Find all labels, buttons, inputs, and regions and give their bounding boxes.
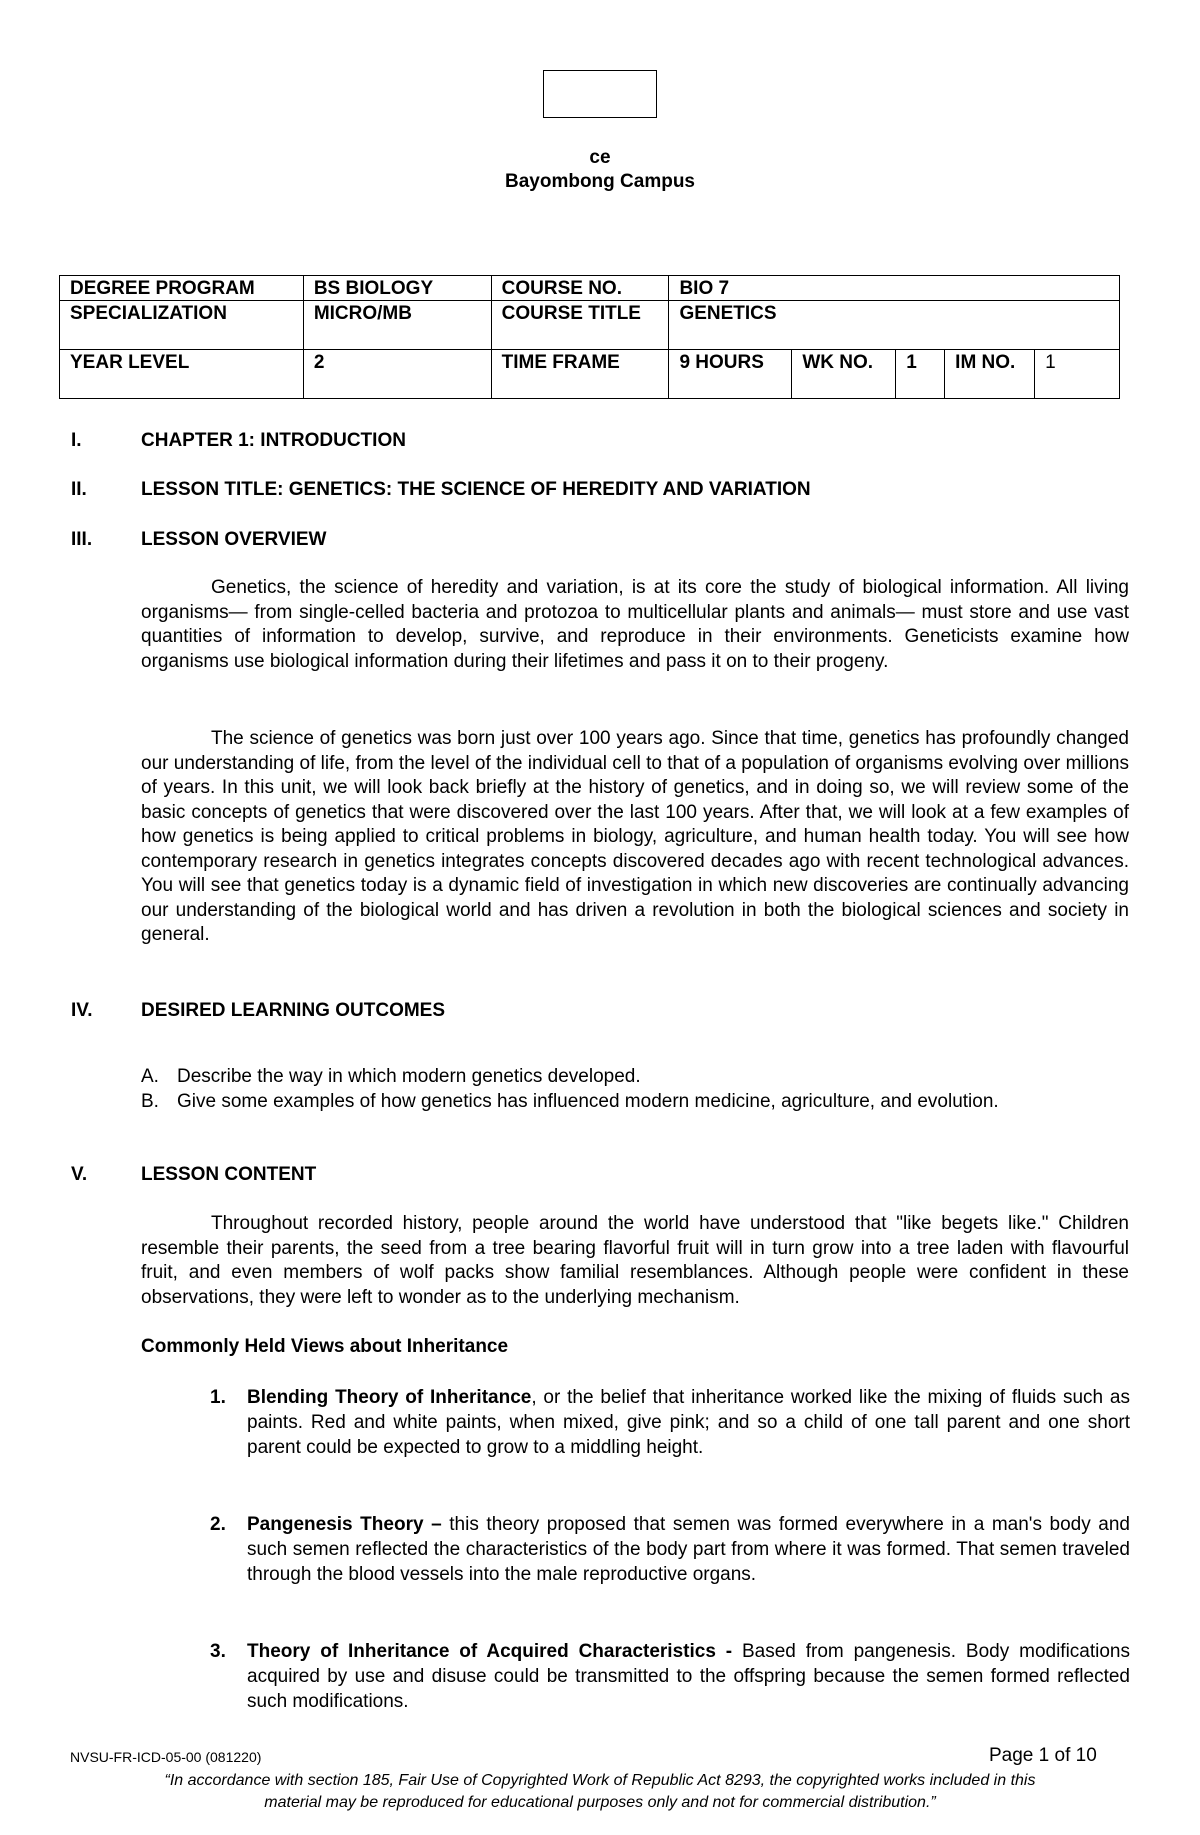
im-no-label: IM NO.: [945, 350, 1035, 399]
course-title-label: COURSE TITLE: [491, 301, 669, 350]
table-row: [60, 276, 1120, 301]
content-paragraph-1: Throughout recorded history, people around the world have understood that "like begets like." Children resemble their parents, the seed from a tree bearing flavorful fruit will in turn grow into a tree laden with flavourful fruit, and even members of wolf packs show familial resemblances. Although people were confident in these observations, they were left to wonder as to the underlying mechanism.: [141, 1213, 1129, 1308]
section-title: DESIRED LEARNING OUTCOMES: [141, 1000, 446, 1021]
year-level-value: 2: [303, 350, 491, 399]
outcome-label: A.: [141, 1066, 159, 1087]
item-number: 1.: [210, 1387, 226, 1408]
list-item: [141, 1089, 999, 1114]
copyright-note: [0, 1770, 1200, 1814]
copyright-note-line: material may be reproduced for educational purposes only and not for commercial distribution.”: [264, 1794, 936, 1811]
item-term: Theory of Inheritance of Acquired Characteristics -: [247, 1641, 733, 1662]
item-text: this theory proposed that semen was formed everywhere in a man's body and such semen reflected the characteristics of the body part from where it was formed. That semen traveled through the blood vessels into the male reproductive organs.: [247, 1514, 1130, 1585]
outcome-label: B.: [141, 1091, 159, 1112]
section-number: IV.: [71, 1000, 93, 1021]
specialization-value: MICRO/MB: [303, 301, 491, 350]
section-number: III.: [71, 529, 93, 550]
section-number: II.: [71, 479, 87, 500]
degree-program-value: BS BIOLOGY: [303, 276, 491, 301]
item-text: Based from pangenesis. Body modifications acquired by use and disuse could be transmitted to the offspring because the semen formed reflected such modifications.: [247, 1641, 1130, 1712]
im-no-value: 1: [1035, 350, 1120, 399]
item-number: 2.: [210, 1514, 226, 1535]
item-text: , or the belief that inheritance worked like the mixing of fluids such as paints. Red and white paints, when mixed, give pink; and so a child of one tall parent and one short parent could be expected to grow to a middling height.: [247, 1387, 1130, 1458]
outcome-text: Describe the way in which modern genetics developed.: [177, 1066, 641, 1087]
time-frame-label: TIME FRAME: [491, 350, 669, 399]
logo-placeholder: [543, 70, 657, 118]
course-title-value: GENETICS: [669, 301, 1120, 350]
section-number: V.: [71, 1164, 88, 1185]
subheading-inheritance-views: Commonly Held Views about Inheritance: [141, 1336, 509, 1357]
degree-program-label: DEGREE PROGRAM: [60, 276, 304, 301]
page-number: Page 1 of 10: [989, 1745, 1097, 1766]
overview-paragraph-2: The science of genetics was born just over 100 years ago. Since that time, genetics has profoundly changed our understanding of life, from the level of the individual cell to that of a population of organisms evolving over millions of years. In this unit, we will look back briefly at the history of genetics, and in doing so, we will review some of the basic concepts of genetics that were discovered over the last 100 years. After that, we will look at a few examples of how genetics is being applied to critical problems in biology, agriculture, and human health today. You will see how contemporary research in genetics integrates concepts discovered decades ago with recent technological advances. You will see that genetics today is a dynamic field of investigation in which new discoveries are continually advancing our understanding of the biological world and has driven a revolution in both the biological sciences and society in general.: [141, 728, 1129, 945]
overview-paragraph-1: Genetics, the science of heredity and variation, is at its core the study of biological information. All living organisms— from single-celled bacteria and protozoa to multicellular plants and animals— must store and use vast quantities of information to develop, survive, and reproduce in their environments. Geneticists examine how organisms use biological information during their lifetimes and pass it on to their progeny.: [141, 577, 1129, 672]
list-item: [210, 1385, 1130, 1460]
list-item: [210, 1639, 1130, 1714]
section-title: LESSON OVERVIEW: [141, 529, 327, 550]
section-title: CHAPTER 1: INTRODUCTION: [141, 430, 406, 451]
form-code: NVSU-FR-ICD-05-00 (081220): [70, 1749, 262, 1765]
course-no-label: COURSE NO.: [491, 276, 669, 301]
item-term: Blending Theory of Inheritance: [247, 1387, 532, 1408]
table-row: [60, 350, 1120, 399]
list-item: [210, 1512, 1130, 1587]
outcome-text: Give some examples of how genetics has influenced modern medicine, agriculture, and evolution.: [177, 1091, 999, 1112]
copyright-note-line: “In accordance with section 185, Fair Use of Copyrighted Work of Republic Act 8293, the copyrighted works included in this: [164, 1772, 1036, 1789]
wk-no-value: 1: [896, 350, 945, 399]
specialization-label: SPECIALIZATION: [60, 301, 304, 350]
campus-name: Bayombong Campus: [504, 171, 696, 192]
course-no-value: BIO 7: [669, 276, 1120, 301]
section-title: LESSON CONTENT: [141, 1164, 317, 1185]
list-item: [141, 1064, 999, 1089]
section-number: I.: [71, 430, 82, 451]
header-line-1: ce: [589, 147, 611, 168]
learning-outcomes-list: [141, 1064, 999, 1114]
wk-no-label: WK NO.: [792, 350, 896, 399]
time-frame-value: 9 HOURS: [669, 350, 792, 399]
section-title: LESSON TITLE: GENETICS: THE SCIENCE OF HEREDITY AND VARIATION: [141, 479, 811, 500]
year-level-label: YEAR LEVEL: [60, 350, 304, 399]
item-number: 3.: [210, 1641, 226, 1662]
item-term: Pangenesis Theory –: [247, 1514, 442, 1535]
course-info-table: [59, 275, 1120, 399]
table-row: [60, 301, 1120, 350]
